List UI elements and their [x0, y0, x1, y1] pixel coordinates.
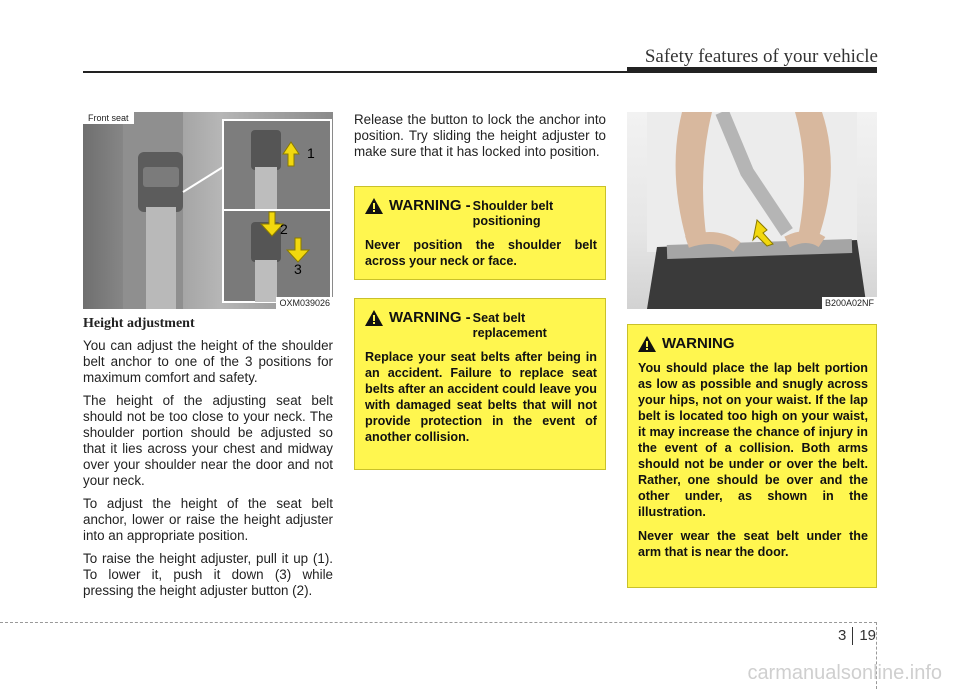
warning-seat-belt-replacement [354, 298, 606, 470]
warning-lap-belt [627, 324, 877, 588]
page-number-value: 19 [859, 627, 876, 644]
warning-text: Never wear the seat belt under the arm that is near the door. [638, 529, 868, 559]
callout-1: 1 [307, 145, 315, 161]
warning-word: WARNING - [389, 309, 471, 326]
figure-code-right: B200A02NF [822, 297, 877, 309]
height-adjustment-section [83, 316, 333, 606]
warning-subtitle: Seat belt [472, 311, 526, 325]
warning-subtitle: positioning [472, 214, 541, 228]
header-bar [627, 67, 877, 73]
release-instructions: Release the button to lock the anchor into position. Try sliding the height adjuster to make sure that it has locked into position. [354, 112, 606, 159]
callout-3: 3 [294, 261, 302, 277]
warning-triangle-icon [365, 198, 383, 214]
figure-code-left: OXM039026 [276, 297, 333, 309]
warning-word: WARNING [662, 335, 735, 352]
warning-subtitle: replacement [472, 326, 547, 340]
section-heading: Height adjustment [83, 316, 195, 331]
warning-text: You should place the lap belt portion as low as possible and snugly across your hips, not on your waist. If the lap belt is located too high on your waist, it may increase the chance of injury in the event of a collision. Both arms should not be under or over the belt. Rather, one should be over and the other under, as shown in the illustration. [638, 361, 868, 519]
paragraph: The height of the adjusting seat belt should not be too close to your neck. The shoulder portion should be adjusted so that it lies across your chest and midway over your shoulder near the door and not your neck. [83, 393, 333, 488]
callout-2: 2 [280, 221, 288, 237]
paragraph: You can adjust the height of the shoulder belt anchor to one of the 3 positions for maximum comfort and safety. [83, 338, 333, 385]
page-header-title: Safety features of your vehicle [644, 46, 878, 67]
footer-rule [0, 622, 877, 623]
chapter-number: 3 [837, 627, 847, 644]
warning-triangle-icon [638, 336, 656, 352]
warning-subtitle: Shoulder belt [472, 199, 554, 213]
paragraph: To raise the height adjuster, pull it up (1). To lower it, push it down (3) while pressing the height adjuster button (2). [83, 551, 333, 598]
lap-belt-photo [627, 112, 877, 309]
warning-triangle-icon [365, 310, 383, 326]
seat-belt-illustration [83, 112, 333, 309]
warning-text: Replace your seat belts after being in an accident. Failure to replace seat belts after an accident could leave you with damaged seat belts that will not provide protection in the event of another collision. [365, 350, 597, 444]
page-number [838, 627, 876, 645]
warning-word: WARNING - [389, 197, 471, 214]
lap-belt-illustration [627, 112, 877, 309]
paragraph: To adjust the height of the seat belt anchor, lower or raise the height adjuster into an appropriate position. [83, 496, 333, 543]
figure-label: Front seat [83, 112, 134, 124]
page-number-separator [852, 627, 853, 645]
warning-shoulder-belt [354, 186, 606, 280]
watermark: carmanualsonline.info [747, 662, 942, 684]
warning-text: Never position the shoulder belt across your neck or face. [365, 238, 597, 268]
seat-belt-adjuster-photo [83, 112, 333, 309]
